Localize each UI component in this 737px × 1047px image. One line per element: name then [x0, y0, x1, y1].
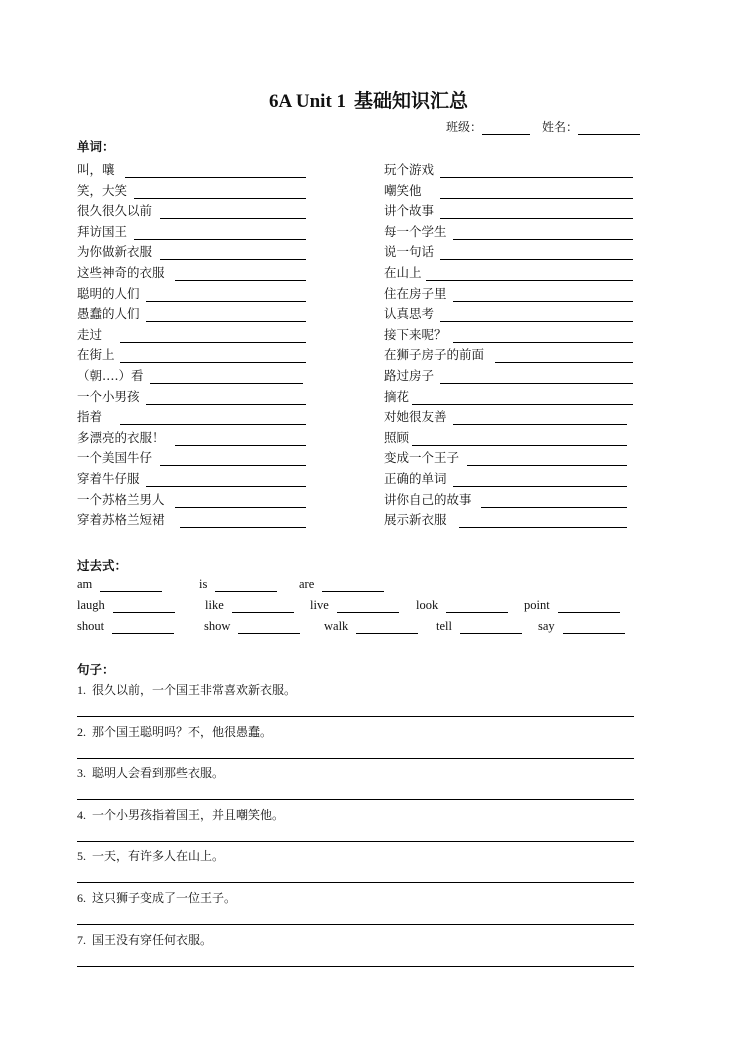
verb-label: like — [205, 598, 224, 612]
sentence-answer-line[interactable] — [77, 924, 634, 925]
vocab-item — [384, 284, 633, 302]
vocab-label: 穿着苏格兰短裙 — [77, 512, 165, 528]
sentence-item — [77, 847, 224, 864]
vocab-answer-blank[interactable] — [175, 431, 306, 446]
vocab-label: 在山上 — [384, 265, 422, 280]
vocab-answer-blank[interactable] — [146, 287, 306, 302]
past-tense-item — [416, 598, 508, 613]
sentence-answer-line[interactable] — [77, 966, 634, 967]
vocab-answer-blank[interactable] — [412, 390, 633, 405]
vocab-item — [77, 490, 306, 508]
vocab-answer-blank[interactable] — [412, 431, 627, 446]
vocab-label: 一个小男孩 — [77, 388, 140, 404]
sentence-number: 1. — [77, 683, 86, 697]
vocab-label: 一个苏格兰男人 — [77, 491, 165, 507]
past-tense-heading: 过去式： — [77, 558, 128, 573]
vocab-item — [77, 407, 306, 425]
vocab-item — [77, 263, 306, 281]
vocab-item — [77, 366, 303, 384]
vocab-item — [77, 325, 306, 343]
vocab-answer-blank[interactable] — [481, 493, 627, 508]
vocab-item — [77, 201, 306, 219]
verb-label: am — [77, 577, 93, 591]
vocab-label: 愚蠢的人们 — [77, 306, 140, 322]
past-tense-item — [324, 619, 418, 634]
vocab-item — [77, 284, 306, 302]
sentence-number: 2. — [77, 724, 86, 739]
sentence-answer-line[interactable] — [77, 841, 634, 842]
verb-label: say — [538, 619, 555, 633]
sentence-text: 这只狮子变成了一位王子。 — [92, 891, 237, 905]
vocab-item — [384, 325, 633, 343]
past-tense-blank[interactable] — [558, 599, 620, 613]
vocab-label: 在狮子房子的前面 — [384, 347, 485, 363]
vocab-answer-blank[interactable] — [467, 451, 627, 466]
vocab-answer-blank[interactable] — [146, 307, 306, 322]
vocab-label: 穿着牛仔服 — [77, 471, 140, 486]
vocab-item — [77, 387, 306, 405]
past-tense-item — [199, 577, 277, 592]
vocab-label: 一个美国牛仔 — [77, 450, 153, 466]
vocab-label: 照顾 — [384, 429, 410, 445]
vocab-item — [384, 263, 633, 281]
past-tense-item — [436, 619, 522, 634]
verb-label: show — [204, 619, 231, 633]
vocab-answer-blank[interactable] — [440, 369, 633, 384]
past-tense-blank[interactable] — [232, 599, 294, 613]
class-label: 班级： — [446, 120, 483, 134]
title-unit: 6A Unit 1 — [268, 91, 347, 112]
vocab-item — [77, 345, 306, 363]
sentence-item — [77, 764, 224, 781]
vocab-answer-blank[interactable] — [134, 184, 306, 199]
vocab-label: 路过房子 — [384, 368, 435, 383]
sentence-answer-line[interactable] — [77, 882, 634, 883]
vocab-item — [77, 469, 306, 487]
sentence-number: 4. — [77, 807, 86, 822]
verb-label: walk — [324, 619, 349, 633]
vocab-item — [384, 510, 627, 528]
vocab-answer-blank[interactable] — [120, 348, 306, 363]
vocab-answer-blank[interactable] — [459, 513, 627, 528]
verb-label: point — [524, 598, 550, 612]
vocab-answer-blank[interactable] — [120, 328, 306, 343]
past-tense-item — [310, 598, 399, 613]
verb-label: look — [416, 598, 439, 612]
vocab-label: 走过 — [77, 326, 103, 342]
vocab-answer-blank[interactable] — [146, 472, 306, 487]
vocab-answer-blank[interactable] — [453, 472, 627, 487]
vocab-answer-blank[interactable] — [440, 245, 633, 260]
class-name-fields — [446, 118, 640, 135]
vocab-answer-blank[interactable] — [160, 204, 306, 219]
vocab-answer-blank[interactable] — [440, 204, 633, 219]
vocab-answer-blank[interactable] — [175, 266, 306, 281]
vocab-label: 住在房子里 — [384, 285, 447, 301]
sentence-item — [77, 681, 296, 698]
vocab-label: 讲你自己的故事 — [384, 491, 472, 507]
past-tense-item — [77, 619, 174, 634]
vocab-item — [384, 222, 633, 240]
vocab-item — [384, 242, 633, 260]
past-tense-blank[interactable] — [112, 620, 174, 634]
vocab-item — [384, 428, 627, 446]
vocab-answer-blank[interactable] — [120, 410, 306, 425]
vocab-item — [384, 448, 627, 466]
vocab-answer-blank[interactable] — [453, 225, 633, 240]
sentence-number: 5. — [77, 849, 86, 864]
verb-label: shout — [77, 619, 105, 633]
vocab-label: 叫，嚷 — [77, 162, 115, 177]
vocab-label: 很久很久以前 — [77, 203, 153, 219]
sentence-item — [77, 931, 212, 948]
past-tense-row — [77, 619, 637, 637]
vocab-answer-blank[interactable] — [426, 266, 633, 281]
sentence-text: 一个小男孩指着国王，并且嘲笑他。 — [92, 807, 285, 822]
name-label: 姓名： — [542, 120, 579, 134]
past-tense-blank[interactable] — [238, 620, 300, 634]
vocab-answer-blank[interactable] — [160, 245, 306, 260]
vocab-label: 变成一个王子 — [384, 450, 460, 466]
vocab-label: 说一句话 — [384, 244, 435, 260]
sentences-heading: 句子： — [77, 662, 115, 677]
vocab-label: 认真思考 — [384, 306, 435, 322]
vocab-item — [384, 181, 633, 199]
sentence-answer-line[interactable] — [77, 799, 634, 800]
vocab-item — [384, 387, 633, 405]
sentence-text: 那个国王聪明吗？不，他很愚蠢。 — [92, 724, 273, 739]
vocab-answer-blank[interactable] — [134, 225, 306, 240]
vocab-label: 聪明的人们 — [77, 285, 140, 301]
sentence-text: 一天，有许多人在山上。 — [92, 849, 225, 864]
verb-label: live — [310, 598, 329, 612]
vocab-answer-blank[interactable] — [440, 163, 633, 178]
past-tense-blank[interactable] — [100, 578, 162, 592]
sentence-item — [77, 889, 236, 906]
vocab-label: 展示新衣服 — [384, 512, 447, 528]
sentence-number: 3. — [77, 766, 86, 781]
past-tense-blank[interactable] — [356, 620, 418, 634]
sentence-number: 7. — [77, 932, 86, 947]
past-tense-item — [77, 577, 162, 592]
vocab-item — [384, 366, 633, 384]
vocab-label: 这些神奇的衣服 — [77, 265, 165, 280]
verb-label: laugh — [77, 598, 105, 612]
sentence-text: 聪明人会看到那些衣服。 — [92, 766, 225, 781]
vocab-answer-blank[interactable] — [146, 390, 306, 405]
past-tense-item — [524, 598, 620, 613]
vocab-item — [384, 160, 633, 178]
past-tense-blank[interactable] — [113, 599, 175, 613]
vocab-answer-blank[interactable] — [440, 184, 633, 199]
past-tense-blank[interactable] — [215, 578, 277, 592]
sentence-text: 很久以前，一个国王非常喜欢新衣服。 — [92, 683, 297, 697]
vocab-item — [77, 428, 306, 446]
vocab-answer-blank[interactable] — [440, 307, 633, 322]
past-tense-blank[interactable] — [563, 620, 625, 634]
vocab-answer-blank[interactable] — [453, 287, 633, 302]
vocab-answer-blank[interactable] — [453, 328, 633, 343]
vocab-item — [77, 160, 306, 178]
vocab-item — [77, 242, 306, 260]
sentence-item — [77, 806, 284, 823]
sentence-answer-line[interactable] — [77, 716, 634, 717]
past-tense-row — [77, 577, 637, 595]
vocab-item — [384, 201, 633, 219]
past-tense-item — [204, 619, 300, 634]
sentence-item — [77, 723, 272, 740]
vocab-item — [77, 510, 306, 528]
past-tense-blank[interactable] — [322, 578, 384, 592]
past-tense-row — [77, 598, 637, 616]
vocab-item — [384, 490, 627, 508]
verb-label: is — [199, 577, 208, 591]
past-tense-item — [538, 619, 625, 634]
vocab-answer-blank[interactable] — [495, 348, 633, 363]
past-tense-blank[interactable] — [460, 620, 522, 634]
class-blank[interactable] — [482, 122, 530, 135]
vocab-answer-blank[interactable] — [150, 369, 303, 384]
vocab-item — [384, 304, 633, 322]
verb-label: tell — [436, 619, 452, 633]
vocab-label: 对她很友善 — [384, 409, 447, 425]
past-tense-item — [77, 598, 175, 613]
sentence-number: 6. — [77, 891, 86, 905]
vocab-label: 在街上 — [77, 347, 115, 363]
vocab-label: 正确的单词 — [384, 471, 447, 486]
vocab-label: 玩个游戏 — [384, 162, 435, 177]
vocab-item — [384, 345, 633, 363]
vocab-label: 摘花 — [384, 388, 410, 404]
past-tense-item — [299, 577, 384, 592]
page-title — [0, 86, 737, 113]
past-tense-blank[interactable] — [446, 599, 508, 613]
vocab-label: 讲个故事 — [384, 203, 435, 219]
verb-label: are — [299, 577, 315, 591]
vocab-item — [384, 407, 627, 425]
past-tense-blank[interactable] — [337, 599, 399, 613]
vocab-answer-blank[interactable] — [453, 410, 627, 425]
vocab-label: 每一个学生 — [384, 223, 447, 239]
vocab-label: 多漂亮的衣服！ — [77, 429, 165, 445]
vocab-label: 笑，大笑 — [77, 182, 128, 198]
vocab-item — [77, 448, 306, 466]
vocab-answer-blank[interactable] — [160, 451, 306, 466]
vocab-label: （朝….）看 — [77, 368, 144, 383]
past-tense-item — [205, 598, 294, 613]
vocab-answer-blank[interactable] — [175, 493, 306, 508]
vocab-label: 为你做新衣服 — [77, 244, 153, 260]
vocab-item — [77, 181, 306, 199]
vocab-label: 接下来呢？ — [384, 326, 447, 342]
vocab-label: 拜访国王 — [77, 223, 128, 239]
vocab-item — [77, 222, 306, 240]
sentence-text: 国王没有穿任何衣服。 — [92, 932, 213, 947]
vocab-answer-blank[interactable] — [125, 163, 306, 178]
vocab-label: 嘲笑他 — [384, 182, 422, 198]
vocab-label: 指着 — [77, 409, 103, 425]
vocab-heading: 单词： — [77, 139, 115, 154]
vocab-item — [384, 469, 627, 487]
name-blank[interactable] — [578, 122, 640, 135]
title-subject: 基础知识汇总 — [354, 90, 469, 112]
sentence-answer-line[interactable] — [77, 758, 634, 759]
vocab-item — [77, 304, 306, 322]
vocab-answer-blank[interactable] — [180, 513, 306, 528]
